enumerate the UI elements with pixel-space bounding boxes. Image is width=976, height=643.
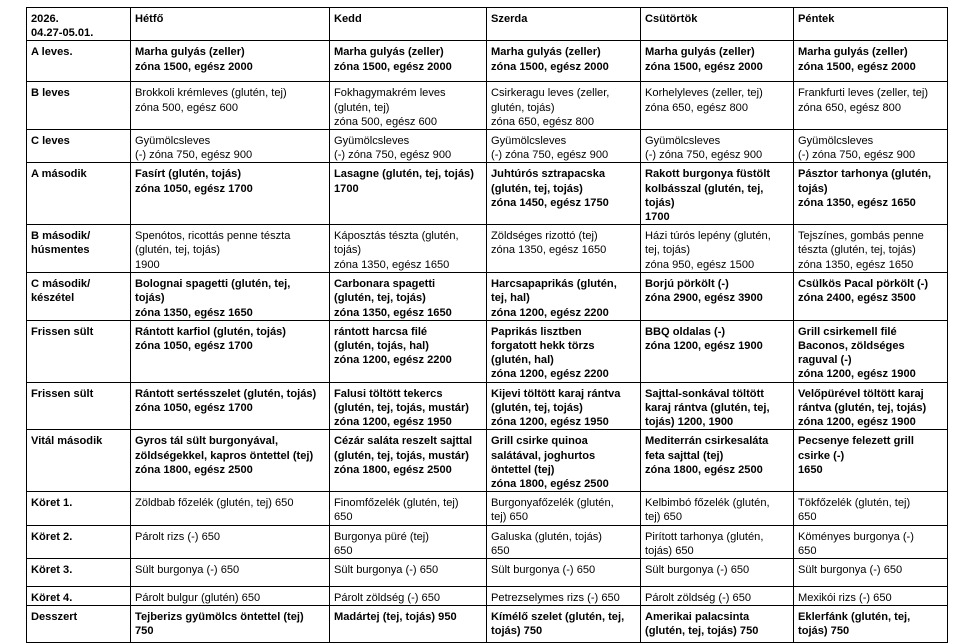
menu-cell-tuesday: Káposztás tészta (glutén, tojás) zóna 1350, egész 1650: [330, 225, 487, 273]
menu-cell-friday: Mexikói rizs (-) 650: [794, 587, 948, 606]
menu-row: [27, 163, 948, 225]
menu-cell-thursday: Gyümölcsleves (-) zóna 750, egész 900: [641, 130, 794, 163]
menu-cell-thursday: Sajttal-sonkával töltött karaj rántva (glutén, tej, tojás) 1200, 1900: [641, 382, 794, 430]
menu-cell-friday: Tejszínes, gombás penne tészta (glutén, tej, tojás) zóna 1350, egész 1650: [794, 225, 948, 273]
menu-row: [27, 273, 948, 321]
menu-cell-friday: Tökfőzelék (glutén, tej) 650: [794, 492, 948, 525]
menu-row: [27, 82, 948, 130]
menu-row: [27, 430, 948, 492]
menu-cell-wednesday: Kijevi töltött karaj rántva (glutén, tej, tojás) zóna 1200, egész 1950: [487, 382, 641, 430]
menu-cell-monday: Fasírt (glutén, tojás) zóna 1050, egész 1700: [131, 163, 330, 225]
menu-cell-tuesday: rántott harcsa filé (glutén, tojás, hal) zóna 1200, egész 2200: [330, 320, 487, 382]
menu-cell-tuesday: Sült burgonya (-) 650: [330, 559, 487, 587]
menu-table-body: [27, 8, 948, 643]
menu-cell-thursday: Kelbimbó főzelék (glutén, tej) 650: [641, 492, 794, 525]
menu-cell-monday: Bolognai spagetti (glutén, tej, tojás) zóna 1350, egész 1650: [131, 273, 330, 321]
row-label: Frissen sült: [27, 382, 131, 430]
menu-cell-wednesday: Gyümölcsleves (-) zóna 750, egész 900: [487, 130, 641, 163]
row-label: Frissen sült: [27, 320, 131, 382]
menu-row: [27, 606, 948, 643]
menu-cell-friday: Grill csirkemell filé Baconos, zöldséges raguval (-) zóna 1200, egész 1900: [794, 320, 948, 382]
menu-cell-friday: Gyümölcsleves (-) zóna 750, egész 900: [794, 130, 948, 163]
menu-row: [27, 225, 948, 273]
row-label: Vitál második: [27, 430, 131, 492]
menu-cell-wednesday: Csirkeragu leves (zeller, glutén, tojás) zóna 650, egész 800: [487, 82, 641, 130]
menu-row: [27, 41, 948, 82]
row-label: C második/ készétel: [27, 273, 131, 321]
menu-cell-tuesday: Párolt zöldség (-) 650: [330, 587, 487, 606]
menu-cell-monday: Gyros tál sült burgonyával, zöldségekkel, kapros öntettel (tej) zóna 1800, egész 2500: [131, 430, 330, 492]
row-label: A második: [27, 163, 131, 225]
menu-cell-thursday: Házi túrós lepény (glutén, tej, tojás) zóna 950, egész 1500: [641, 225, 794, 273]
menu-cell-monday: Rántott sertésszelet (glutén, tojás) zóna 1050, egész 1700: [131, 382, 330, 430]
header-row: [27, 8, 948, 41]
menu-cell-tuesday: Lasagne (glutén, tej, tojás) 1700: [330, 163, 487, 225]
menu-cell-monday: Párolt rizs (-) 650: [131, 525, 330, 558]
week-date-cell: 2026. 04.27-05.01.: [27, 8, 131, 41]
day-header-thursday: Csütörtök: [641, 8, 794, 41]
menu-cell-wednesday: Sült burgonya (-) 650: [487, 559, 641, 587]
row-label: Köret 1.: [27, 492, 131, 525]
menu-cell-monday: Zöldbab főzelék (glutén, tej) 650: [131, 492, 330, 525]
row-label: A leves.: [27, 41, 131, 82]
menu-cell-monday: Brokkoli krémleves (glutén, tej) zóna 500, egész 600: [131, 82, 330, 130]
menu-cell-friday: Marha gulyás (zeller) zóna 1500, egész 2000: [794, 41, 948, 82]
menu-cell-friday: Csülkös Pacal pörkölt (-) zóna 2400, egész 3500: [794, 273, 948, 321]
day-header-friday: Péntek: [794, 8, 948, 41]
menu-cell-monday: Spenótos, ricottás penne tészta (glutén, tej, tojás) 1900: [131, 225, 330, 273]
row-label: Köret 3.: [27, 559, 131, 587]
menu-cell-wednesday: Harcsapaprikás (glutén, tej, hal) zóna 1200, egész 2200: [487, 273, 641, 321]
menu-cell-thursday: Párolt zöldség (-) 650: [641, 587, 794, 606]
row-label: Köret 4.: [27, 587, 131, 606]
menu-row: [27, 587, 948, 606]
menu-row: [27, 320, 948, 382]
menu-cell-friday: Köményes burgonya (-) 650: [794, 525, 948, 558]
menu-row: [27, 525, 948, 558]
row-label: Köret 2.: [27, 525, 131, 558]
menu-cell-wednesday: Kímélő szelet (glutén, tej, tojás) 750: [487, 606, 641, 643]
menu-cell-friday: Pecsenye felezett grill csirke (-) 1650: [794, 430, 948, 492]
menu-cell-friday: Pásztor tarhonya (glutén, tojás) zóna 1350, egész 1650: [794, 163, 948, 225]
menu-cell-monday: Marha gulyás (zeller) zóna 1500, egész 2000: [131, 41, 330, 82]
menu-cell-thursday: Borjú pörkölt (-) zóna 2900, egész 3900: [641, 273, 794, 321]
menu-cell-tuesday: Fokhagymakrém leves (glutén, tej) zóna 500, egész 600: [330, 82, 487, 130]
row-label: C leves: [27, 130, 131, 163]
menu-cell-tuesday: Marha gulyás (zeller) zóna 1500, egész 2000: [330, 41, 487, 82]
menu-cell-friday: Velőpürével töltött karaj rántva (glutén, tej, tojás) zóna 1200, egész 1900: [794, 382, 948, 430]
menu-row: [27, 130, 948, 163]
menu-cell-thursday: Pirított tarhonya (glutén, tojás) 650: [641, 525, 794, 558]
row-label: B leves: [27, 82, 131, 130]
menu-cell-wednesday: Marha gulyás (zeller) zóna 1500, egész 2000: [487, 41, 641, 82]
menu-cell-wednesday: Grill csirke quinoa salátával, joghurtos öntettel (tej) zóna 1800, egész 2500: [487, 430, 641, 492]
menu-cell-tuesday: Finomfőzelék (glutén, tej) 650: [330, 492, 487, 525]
menu-cell-tuesday: Burgonya püré (tej) 650: [330, 525, 487, 558]
menu-cell-tuesday: Carbonara spagetti (glutén, tej, tojás) zóna 1350, egész 1650: [330, 273, 487, 321]
weekly-menu-table: [26, 7, 948, 643]
row-label: Desszert: [27, 606, 131, 643]
menu-cell-monday: Gyümölcsleves (-) zóna 750, egész 900: [131, 130, 330, 163]
menu-cell-monday: Tejberizs gyümölcs öntettel (tej) 750: [131, 606, 330, 643]
day-header-tuesday: Kedd: [330, 8, 487, 41]
menu-cell-wednesday: Galuska (glutén, tojás) 650: [487, 525, 641, 558]
menu-cell-thursday: Mediterrán csirkesaláta feta sajttal (tej) zóna 1800, egész 2500: [641, 430, 794, 492]
menu-cell-friday: Sült burgonya (-) 650: [794, 559, 948, 587]
menu-cell-monday: Rántott karfiol (glutén, tojás) zóna 1050, egész 1700: [131, 320, 330, 382]
menu-cell-friday: Eklerfánk (glutén, tej, tojás) 750: [794, 606, 948, 643]
menu-cell-wednesday: Juhtúrós sztrapacska (glutén, tej, tojás) zóna 1450, egész 1750: [487, 163, 641, 225]
menu-cell-tuesday: Madártej (tej, tojás) 950: [330, 606, 487, 643]
menu-cell-thursday: Marha gulyás (zeller) zóna 1500, egész 2000: [641, 41, 794, 82]
menu-cell-wednesday: Burgonyafőzelék (glutén, tej) 650: [487, 492, 641, 525]
menu-cell-wednesday: Zöldséges rizottó (tej) zóna 1350, egész 1650: [487, 225, 641, 273]
row-label: B második/ húsmentes: [27, 225, 131, 273]
menu-cell-thursday: Rakott burgonya füstölt kolbásszal (glutén, tej, tojás) 1700: [641, 163, 794, 225]
menu-cell-monday: Párolt bulgur (glutén) 650: [131, 587, 330, 606]
menu-cell-friday: Frankfurti leves (zeller, tej) zóna 650, egész 800: [794, 82, 948, 130]
menu-cell-tuesday: Cézár saláta reszelt sajttal (glutén, tej, tojás, mustár) zóna 1800, egész 2500: [330, 430, 487, 492]
menu-cell-monday: Sült burgonya (-) 650: [131, 559, 330, 587]
menu-row: [27, 492, 948, 525]
menu-cell-thursday: Amerikai palacsinta (glutén, tej, tojás) 750: [641, 606, 794, 643]
menu-cell-wednesday: Paprikás lisztben forgatott hekk törzs (glutén, hal) zóna 1200, egész 2200: [487, 320, 641, 382]
menu-cell-thursday: Korhelyleves (zeller, tej) zóna 650, egész 800: [641, 82, 794, 130]
menu-cell-wednesday: Petrezselymes rizs (-) 650: [487, 587, 641, 606]
day-header-monday: Hétfő: [131, 8, 330, 41]
menu-cell-tuesday: Gyümölcsleves (-) zóna 750, egész 900: [330, 130, 487, 163]
menu-cell-thursday: BBQ oldalas (-) zóna 1200, egész 1900: [641, 320, 794, 382]
menu-cell-thursday: Sült burgonya (-) 650: [641, 559, 794, 587]
day-header-wednesday: Szerda: [487, 8, 641, 41]
menu-cell-tuesday: Falusi töltött tekercs (glutén, tej, tojás, mustár) zóna 1200, egész 1950: [330, 382, 487, 430]
menu-row: [27, 382, 948, 430]
menu-row: [27, 559, 948, 587]
